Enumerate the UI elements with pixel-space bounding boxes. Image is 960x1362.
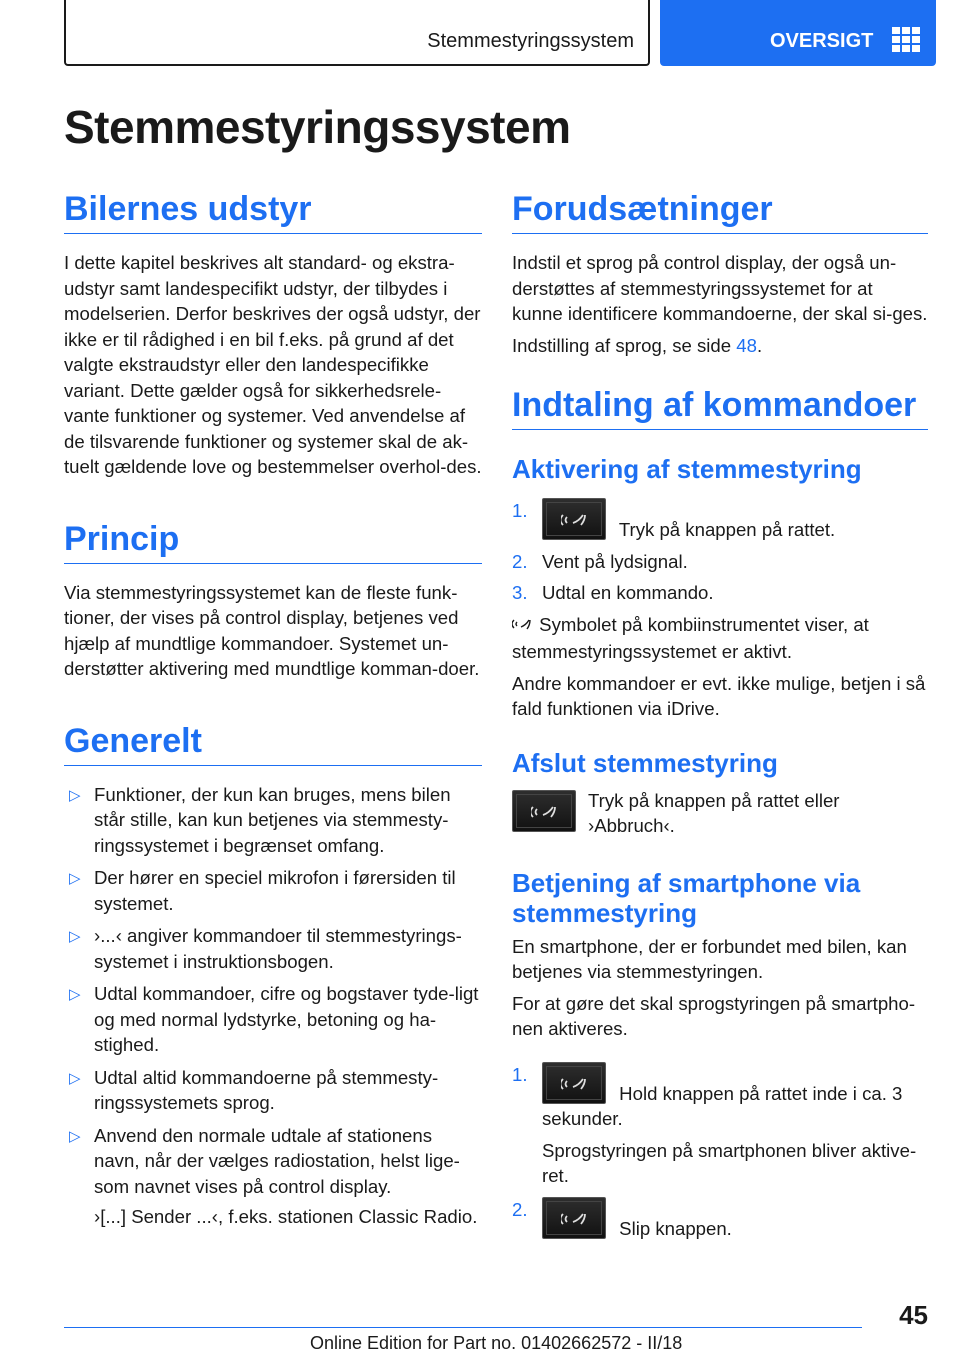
section-title-requirements: Forudsætninger (512, 190, 928, 234)
section-title-principle: Princip (64, 520, 482, 564)
list-item: ▷ Anvend den normale udtale af stationens navn, når der vælges radiostation, helst lige-som navnet vises på control display. ›[...] Sender ...‹, f.eks. stationen Classic Radio. (64, 1123, 482, 1230)
end-text: Tryk på knappen på rattet eller ›Abbruch‹. (588, 789, 840, 836)
list-item: 3. Udtal en kommando. (512, 582, 714, 603)
smartphone-text-1: En smartphone, der er forbundet med bilen, kan betjenes via stemmestyringen. (512, 935, 907, 982)
list-item: 2. Slip knappen. (512, 1198, 732, 1239)
voice-button-icon (542, 1062, 606, 1104)
list-item: ▷ Funktioner, der kun kan bruges, mens bilen står stille, kan kun betjenes via stemmesty-ringssystemet i begrænset omfang. (69, 783, 451, 856)
list-item: 1. Tryk på knappen på rattet. (512, 500, 836, 540)
subsection-title-end: Afslut stemmestyring (512, 747, 778, 778)
other-commands-note: Andre kommandoer er evt. ikke mulige, betjen i så fald funktionen via iDrive. (512, 672, 926, 719)
overview-label: OVERSIGT (770, 30, 874, 52)
section-title-commands: Indtaling af kommandoer (512, 386, 928, 430)
header-section-label: Stemmestyringssystem (427, 30, 634, 52)
principle-text: Via stemmestyringssystemet kan de fleste funk-tioner, der vises på control display, betjenes ved hjælp af mundtlige kommandoer. Systemet un-derstøtter aktivering med mundtlige komman-doer. (64, 581, 480, 679)
smartphone-steps (512, 1062, 928, 1242)
symbol-note: Symbolet på kombiinstrumentet viser, at stemmestyringssystemet er aktivt. (512, 613, 869, 662)
triangle-bullet-icon: ▷ (69, 928, 81, 945)
voice-button-icon (512, 790, 576, 832)
list-item: 2. Vent på lydsignal. (512, 550, 688, 572)
page-title: Stemmestyringssystem (64, 101, 571, 153)
voice-button-icon (542, 498, 606, 540)
list-item: ▷ ›...‹ angiver kommandoer til stemmestyrings-systemet i instruktionsbogen. (69, 925, 462, 972)
header-section-tab[interactable] (64, 0, 650, 66)
voice-symbol-icon (512, 614, 534, 640)
smartphone-text-2: For at gøre det skal sprogstyringen på smartpho-nen aktiveres. (512, 992, 916, 1039)
activate-steps (512, 498, 928, 606)
list-item: ▷ Der hører en speciel mikrofon i førersiden til systemet. (69, 867, 456, 914)
bullet-extra: ›[...] Sender ...‹, f.eks. stationen Classic Radio. (94, 1206, 478, 1227)
triangle-bullet-icon: ▷ (69, 1127, 81, 1145)
right-column (512, 190, 928, 1241)
left-column (64, 190, 482, 1237)
edition-text: Online Edition for Part no. 01402662572 - II/18 (310, 1333, 683, 1353)
equipment-text: I dette kapitel beskrives alt standard- og ekstra-udstyr samt landespecifikt udstyr, der tilbydes i modelserien. Derfor beskrives der også udstyr, der ikke er til rådighed i en bil f.eks. på grund af det valgte ekstraudstyr eller den landespecifikke variant. Dette gælder også for sikkerhedsrele-vante funktioner og systemer. Ved anvendelse af de tilsvarende funktioner og systemer skal de ak-tuelt gældende love og bestemmelser overhol-des. (64, 252, 482, 477)
language-ref: Indstilling af sprog, se side 48. (512, 334, 763, 356)
requirements-text: Indstil et sprog på control display, der også un-derstøttes af stemmestyringssystemet for at kunne identificere kommandoerne, der skal si-ges. (512, 252, 928, 324)
section-title-equipment: Bilernes udstyr (64, 190, 482, 234)
general-list (64, 782, 482, 1230)
triangle-bullet-icon: ▷ (69, 1069, 81, 1087)
page-link[interactable]: 48 (736, 334, 757, 356)
grid-icon (892, 27, 922, 53)
subsection-title-smartphone: Betjening af smartphone via stemmestyring (512, 867, 861, 928)
subsection-title-activate: Aktivering af stemmestyring (512, 454, 862, 484)
section-title-general: Generelt (64, 722, 482, 766)
voice-button-icon (542, 1197, 606, 1239)
list-item: 1. Hold knappen på rattet inde i ca. 3 sekunder. Sprogstyringen på smartphonen bliver aktive-ret. (512, 1062, 928, 1189)
page-number: 45 (899, 1300, 928, 1330)
triangle-bullet-icon: ▷ (69, 986, 81, 1003)
list-item: ▷ Udtal kommandoer, cifre og bogstaver tyde-ligt og med normal lydstyrke, betoning og ha-stighed. (69, 983, 479, 1055)
end-row (512, 788, 928, 842)
overview-button[interactable] (660, 0, 936, 66)
footer-divider (64, 1327, 862, 1328)
triangle-bullet-icon: ▷ (69, 786, 81, 804)
step-sub-text: Sprogstyringen på smartphonen bliver aktive-ret. (542, 1139, 917, 1186)
list-item: ▷ Udtal altid kommandoerne på stemmesty-ringssystemets sprog. (69, 1066, 439, 1113)
triangle-bullet-icon: ▷ (69, 870, 81, 887)
